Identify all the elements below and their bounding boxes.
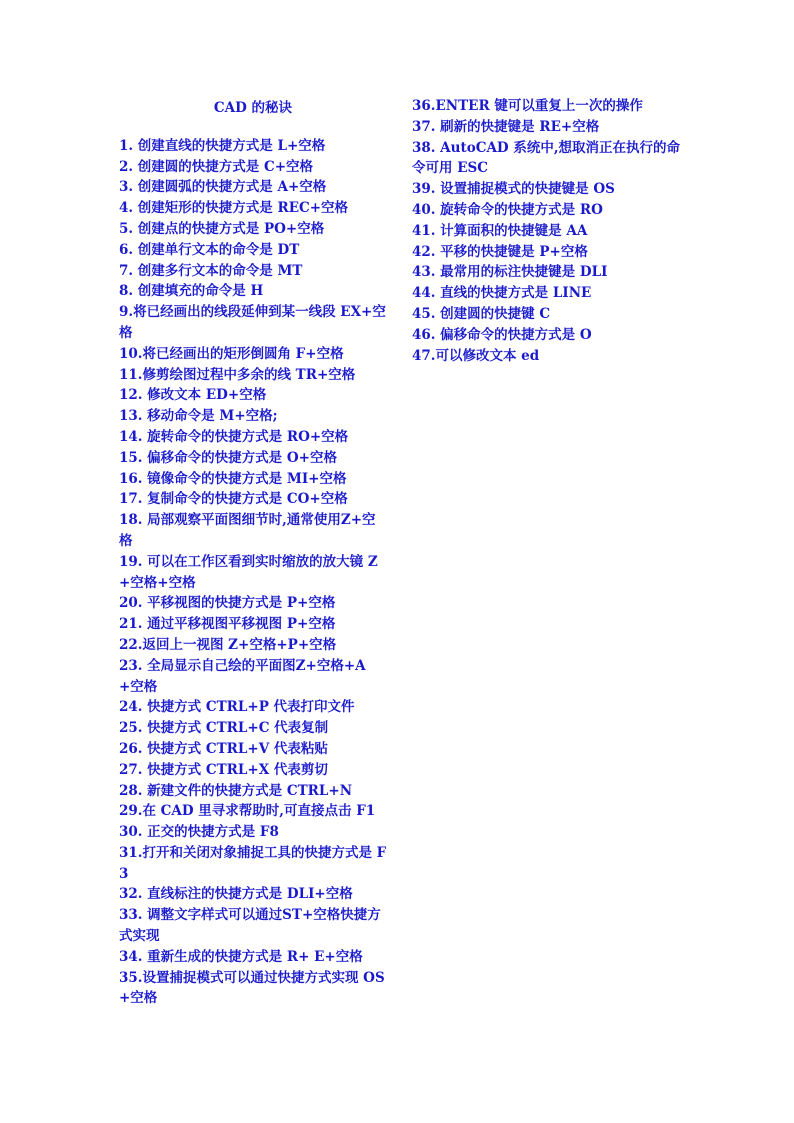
shortcut-item: 42. 平移的快捷键是 P+空格 [412, 243, 588, 260]
shortcut-item: 15. 偏移命令的快捷方式是 O+空格 [119, 449, 337, 466]
shortcut-item: 47.可以修改文本 ed [412, 347, 540, 364]
shortcut-item: 25. 快捷方式 CTRL+C 代表复制 [119, 720, 329, 737]
shortcut-item: 17. 复制命令的快捷方式是 CO+空格 [119, 491, 348, 508]
shortcut-item: 4. 创建矩形的快捷方式是 REC+空格 [119, 200, 349, 217]
shortcut-item: 35.设置捕捉模式可以通过快捷方式实现 OS+空格 [119, 969, 385, 1007]
shortcut-item: 32. 直线标注的快捷方式是 DLI+空格 [119, 886, 353, 903]
shortcut-item: 37. 刷新的快捷键是 RE+空格 [412, 118, 600, 135]
shortcut-item: 2. 创建圆的快捷方式是 C+空格 [119, 158, 314, 175]
shortcut-item: 38. AutoCAD 系统中,想取消正在执行的命令可用 ESC [412, 139, 681, 177]
shortcut-item: 40. 旋转命令的快捷方式是 RO [412, 201, 603, 218]
shortcut-item: 18. 局部观察平面图细节时,通常使用Z+空格 [119, 512, 376, 549]
shortcut-item: 8. 创建填充的命令是 H [119, 283, 264, 300]
shortcut-item: 31.打开和关闭对象捕捉工具的快捷方式是 F3 [119, 844, 387, 882]
shortcut-item: 11.修剪绘图过程中多余的线 TR+空格 [119, 366, 356, 383]
shortcut-item: 34. 重新生成的快捷方式是 R+ E+空格 [119, 948, 363, 965]
shortcut-item: 28. 新建文件的快捷方式是 CTRL+N [119, 782, 353, 799]
shortcut-item: 27. 快捷方式 CTRL+X 代表剪切 [119, 761, 328, 778]
document-title: CAD 的秘诀 [213, 100, 293, 116]
shortcut-item: 3. 创建圆弧的快捷方式是 A+空格 [119, 179, 327, 196]
shortcut-item: 39. 设置捕捉模式的快捷键是 OS [412, 181, 615, 198]
shortcut-item: 1. 创建直线的快捷方式是 L+空格 [119, 137, 326, 154]
shortcut-item: 13. 移动命令是 M+空格; [119, 408, 278, 425]
shortcut-item: 16. 镜像命令的快捷方式是 MI+空格 [119, 470, 347, 487]
shortcut-item: 19. 可以在工作区看到实时缩放的放大镜 Z+空格+空格 [119, 553, 378, 591]
shortcut-item: 44. 直线的快捷方式是 LINE [412, 285, 592, 302]
shortcut-item: 10.将已经画出的矩形倒圆角 F+空格 [119, 345, 344, 362]
shortcut-item: 6. 创建单行文本的命令是 DT [119, 241, 300, 258]
shortcut-item: 9.将已经画出的线段延伸到某一线段 EX+空格 [119, 304, 386, 341]
shortcut-item: 5. 创建点的快捷方式是 PO+空格 [119, 220, 325, 237]
shortcut-item: 29.在 CAD 里寻求帮助时,可直接点击 F1 [119, 803, 376, 820]
shortcut-item: 41. 计算面积的快捷键是 AA [412, 222, 588, 239]
shortcut-item: 33. 调整文字样式可以通过ST+空格快捷方式实现 [119, 907, 381, 945]
shortcut-item: 12. 修改文本 ED+空格 [119, 387, 267, 404]
left-column [119, 96, 387, 1009]
shortcut-item: 45. 创建圆的快捷键 C [412, 305, 551, 322]
shortcut-item: 22.返回上一视图 Z+空格+P+空格 [119, 636, 337, 653]
shortcut-item: 24. 快捷方式 CTRL+P 代表打印文件 [119, 699, 355, 716]
shortcut-item: 26. 快捷方式 CTRL+V 代表粘贴 [119, 740, 328, 757]
shortcut-item: 46. 偏移命令的快捷方式是 O [412, 326, 592, 343]
shortcut-item: 14. 旋转命令的快捷方式是 RO+空格 [119, 428, 349, 445]
shortcut-item: 36.ENTER 键可以重复上一次的操作 [412, 98, 643, 114]
shortcut-item: 43. 最常用的标注快捷键是 DLI [412, 264, 608, 281]
shortcut-item: 23. 全局显示自己绘的平面图Z+空格+A+空格 [119, 657, 366, 695]
shortcut-item: 7. 创建多行文本的命令是 MT [119, 262, 303, 279]
right-column [412, 96, 684, 366]
shortcut-item: 20. 平移视图的快捷方式是 P+空格 [119, 595, 336, 612]
shortcut-item: 21. 通过平移视图平移视图 P+空格 [119, 616, 336, 633]
shortcut-item: 30. 正交的快捷方式是 F8 [119, 824, 279, 841]
